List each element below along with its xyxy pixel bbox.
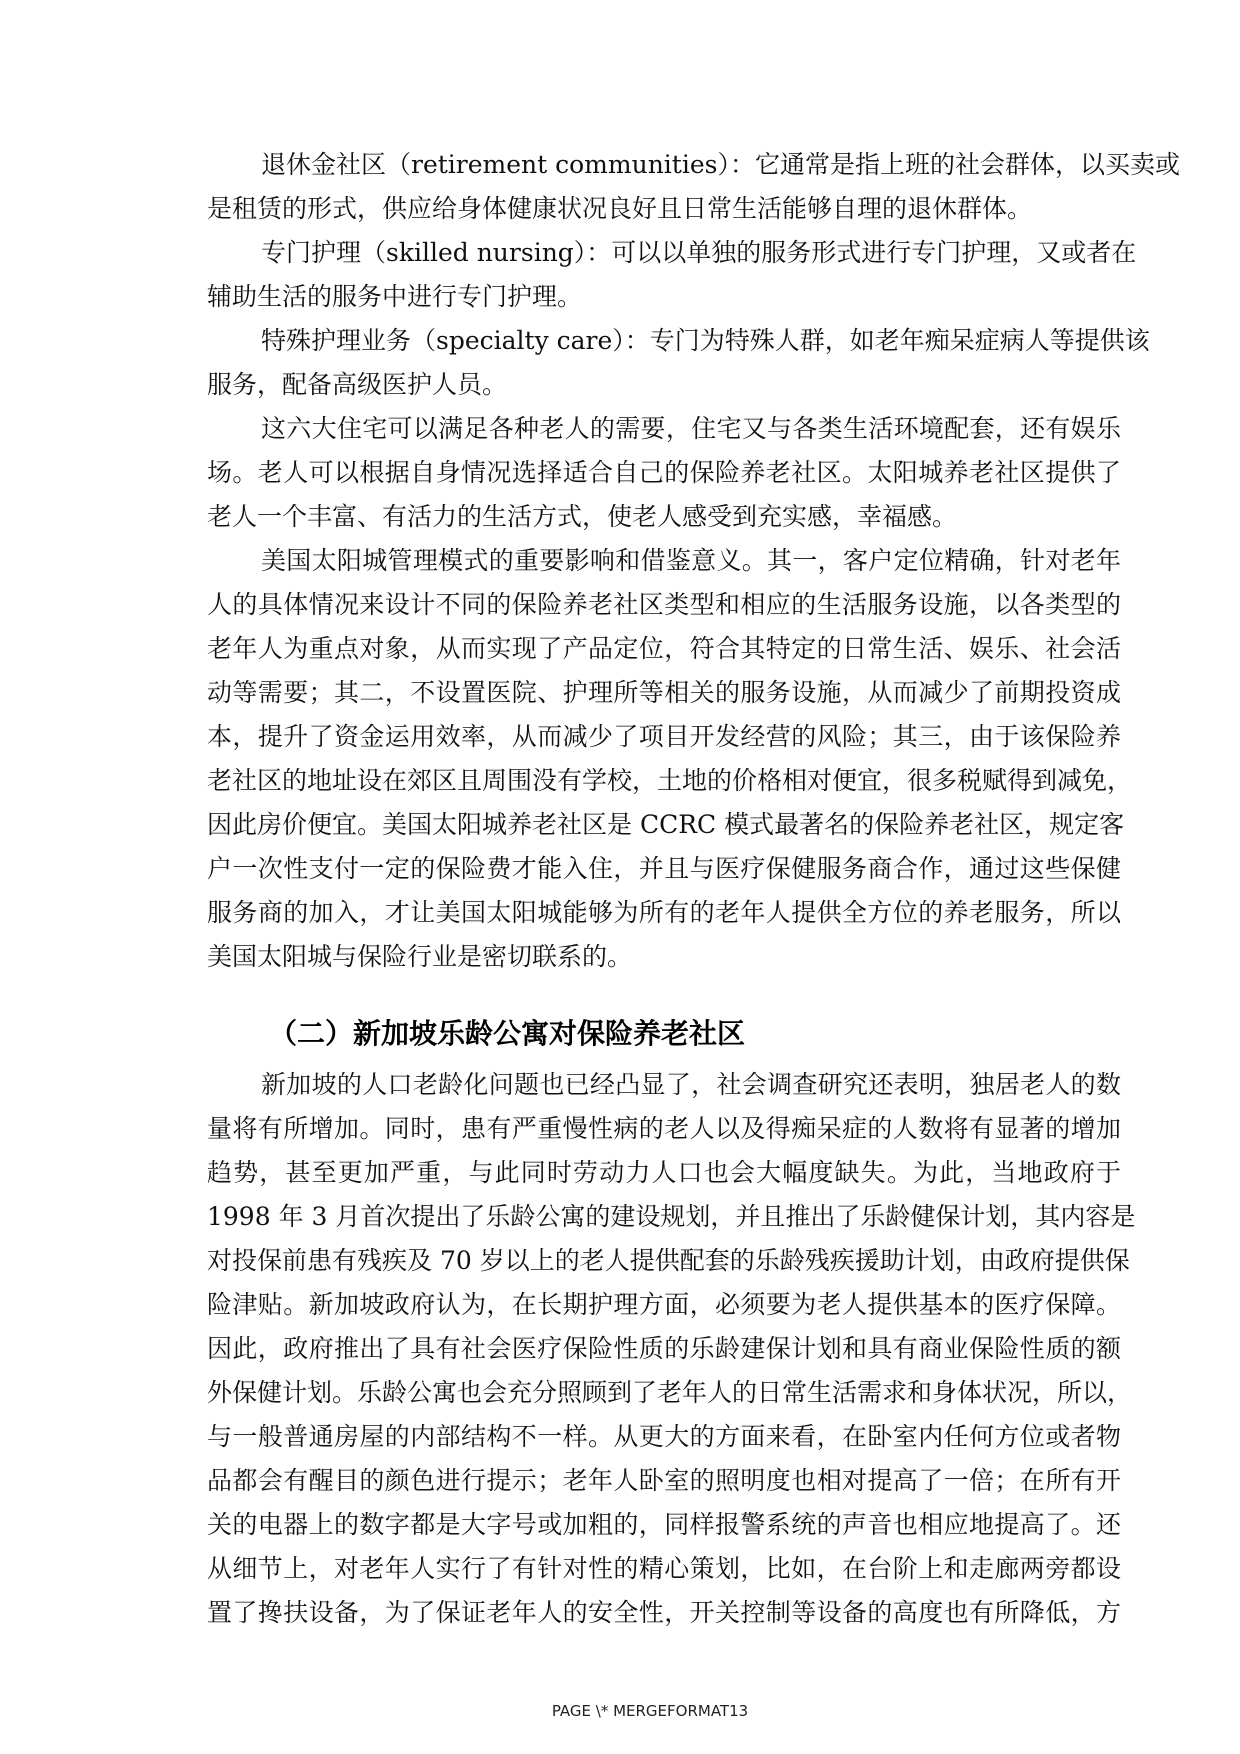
text-line: 老人一个丰富、有活力的生活方式，使老人感受到充实感，幸福感。 bbox=[207, 502, 958, 531]
text-line: 1998 年 3 月首次提出了乐龄公寓的建设规划，并且推出了乐龄健保计划，其内容是 bbox=[207, 1202, 1136, 1231]
text-line: 这六大住宅可以满足各种老人的需要，住宅又与各类生活环境配套，还有娱乐 bbox=[261, 414, 1121, 443]
text-line: 因此，政府推出了具有社会医疗保险性质的乐龄建保计划和具有商业保险性质的额 bbox=[207, 1334, 1121, 1363]
page-footer: PAGE \* MERGEFORMAT13 bbox=[551, 1702, 749, 1720]
section-gap bbox=[207, 979, 1121, 995]
text-line: 美国太阳城与保险行业是密切联系的。 bbox=[207, 942, 633, 971]
text-line: 从细节上，对老年人实行了有针对性的精心策划，比如，在台阶上和走廊两旁都设 bbox=[207, 1554, 1121, 1583]
paragraph-six-residences bbox=[207, 407, 1121, 539]
text-line: 因此房价便宜。美国太阳城养老社区是 CCRC 模式最著名的保险养老社区，规定客 bbox=[207, 810, 1125, 839]
text-line: 置了搀扶设备，为了保证老年人的安全性，开关控制等设备的高度也有所降低，方 bbox=[207, 1598, 1121, 1627]
paragraph-retirement-communities bbox=[207, 143, 1180, 231]
paragraph-skilled-nursing bbox=[207, 231, 1137, 319]
text-line: 老社区的地址设在郊区且周围没有学校，土地的价格相对便宜，很多税赋得到减免， bbox=[207, 766, 1133, 795]
text-line: 服务商的加入，才让美国太阳城能够为所有的老年人提供全方位的养老服务，所以 bbox=[207, 898, 1121, 927]
body-text bbox=[207, 143, 1180, 1635]
paragraph-specialty-care bbox=[207, 319, 1150, 407]
text-line: 户一次性支付一定的保险费才能入住，并且与医疗保健服务商合作，通过这些保健 bbox=[207, 854, 1121, 883]
text-line: 量将有所增加。同时，患有严重慢性病的老人以及得痴呆症的人数将有显著的增加 bbox=[207, 1114, 1121, 1143]
text-line: 退休金社区（retirement communities）：它通常是指上班的社会群体，以买卖或 bbox=[261, 150, 1180, 179]
text-line: 趋势，甚至更加严重，与此同时劳动力人口也会大幅度缺失。为此，当地政府于 bbox=[207, 1158, 1121, 1187]
text-line: 与一般普通房屋的内部结构不一样。从更大的方面来看，在卧室内任何方位或者物 bbox=[207, 1422, 1121, 1451]
text-line: 品都会有醒目的颜色进行提示；老年人卧室的照明度也相对提高了一倍；在所有开 bbox=[207, 1466, 1121, 1495]
section-heading: （二）新加坡乐龄公寓对保险养老社区 bbox=[269, 1017, 746, 1050]
text-line: 专门护理（skilled nursing）：可以以单独的服务形式进行专门护理，又或者在 bbox=[261, 238, 1137, 267]
text-line: 场。老人可以根据自身情况选择适合自己的保险养老社区。太阳城养老社区提供了 bbox=[207, 458, 1121, 487]
text-line: 服务，配备高级医护人员。 bbox=[207, 370, 508, 399]
paragraph-sun-city-significance bbox=[207, 539, 1133, 979]
text-line: 特殊护理业务（specialty care）：专门为特殊人群，如老年痴呆症病人等提供该 bbox=[261, 326, 1150, 355]
text-line: 外保健计划。乐龄公寓也会充分照顾到了老年人的日常生活需求和身体状况，所以， bbox=[207, 1378, 1133, 1407]
text-line: 本，提升了资金运用效率，从而减少了项目开发经营的风险；其三，由于该保险养 bbox=[207, 722, 1121, 751]
paragraph-singapore bbox=[207, 1063, 1136, 1635]
text-line: 是租赁的形式，供应给身体健康状况良好且日常生活能够自理的退休群体。 bbox=[207, 194, 1033, 223]
text-line: 险津贴。新加坡政府认为，在长期护理方面，必须要为老人提供基本的医疗保障。 bbox=[207, 1290, 1121, 1319]
text-line: 美国太阳城管理模式的重要影响和借鉴意义。其一，客户定位精确，针对老年 bbox=[261, 546, 1121, 575]
text-line: 人的具体情况来设计不同的保险养老社区类型和相应的生活服务设施，以各类型的 bbox=[207, 590, 1121, 619]
text-line: 动等需要；其二，不设置医院、护理所等相关的服务设施，从而减少了前期投资成 bbox=[207, 678, 1121, 707]
text-line: 辅助生活的服务中进行专门护理。 bbox=[207, 282, 583, 311]
text-line: 关的电器上的数字都是大字号或加粗的，同样报警系统的声音也相应地提高了。还 bbox=[207, 1510, 1121, 1539]
text-line: 对投保前患有残疾及 70 岁以上的老人提供配套的乐龄残疾援助计划，由政府提供保 bbox=[207, 1246, 1130, 1275]
text-line: 新加坡的人口老龄化问题也已经凸显了，社会调查研究还表明，独居老人的数 bbox=[261, 1070, 1121, 1099]
text-line: 老年人为重点对象，从而实现了产品定位，符合其特定的日常生活、娱乐、社会活 bbox=[207, 634, 1121, 663]
